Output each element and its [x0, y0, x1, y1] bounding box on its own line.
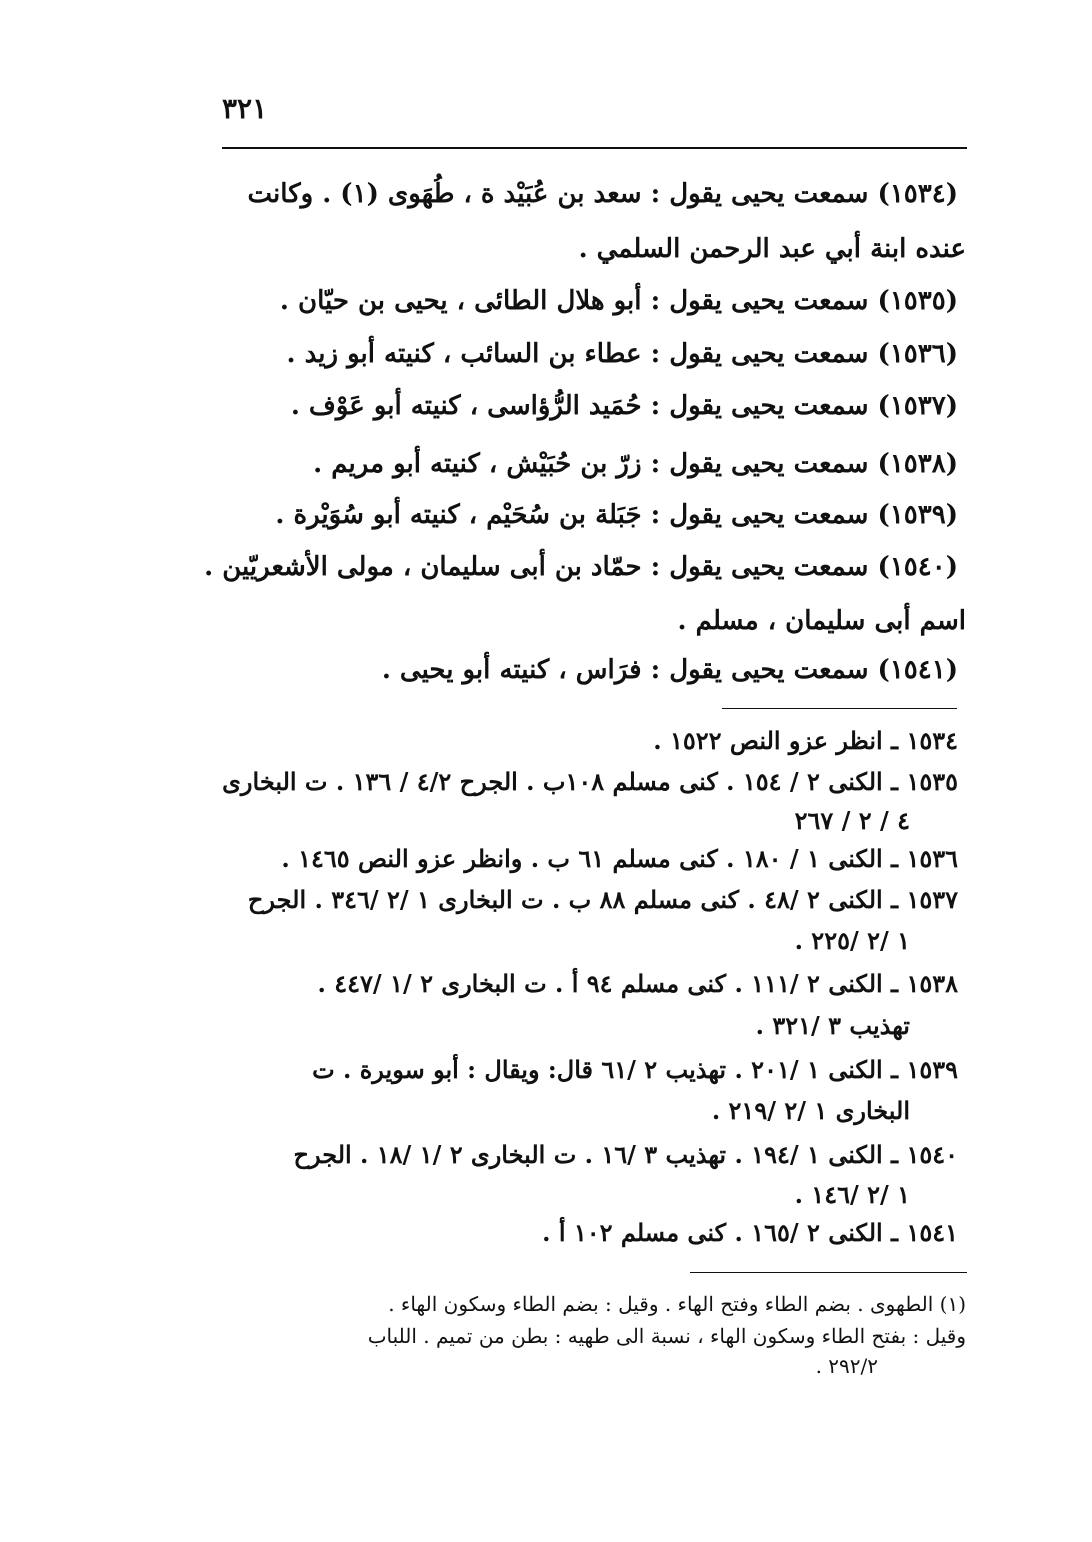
note-1541: ١٥٤١ ـ الكنى ٢ /١٦٥ . كنى مسلم ١٠٢ أ .	[542, 1218, 958, 1247]
note-1534: ١٥٣٤ ـ انظر عزو النص ١٥٢٢ .	[653, 726, 958, 755]
notes-rule	[722, 708, 957, 709]
entry-1536: (١٥٣٦) سمعت يحيى يقول : عطاء بن السائب ، كنيته أبو زيد .	[286, 339, 958, 369]
entry-1539: (١٥٣٩) سمعت يحيى يقول : جَبَلة بن سُحَيْم ، كنيته أبو سُوَيْرة .	[275, 500, 958, 530]
entry-1540-line-1: (١٥٤٠) سمعت يحيى يقول : حمّاد بن أبى سليمان ، مولى الأشعريّين .	[204, 552, 958, 582]
header-rule	[222, 147, 967, 149]
note-1535-line-2: ٤ / ٢ / ٢٦٧	[794, 806, 910, 835]
entry-1535: (١٥٣٥) سمعت يحيى يقول : أبو هلال الطائى ، يحيى بن حيّان .	[279, 286, 958, 316]
entry-1540-line-2: اسم أبى سليمان ، مسلم .	[677, 606, 966, 636]
page-number: ٣٢١	[222, 92, 268, 125]
entry-1541: (١٥٤١) سمعت يحيى يقول : فرَاس ، كنيته أبو يحيى .	[381, 655, 958, 685]
entry-1537: (١٥٣٧) سمعت يحيى يقول : حُمَيد الرُّؤاسى ، كنيته أبو عَوْف .	[290, 391, 958, 421]
footnote-rule	[690, 1272, 967, 1273]
footnote-line-3: ٢٩٢/٢ .	[815, 1354, 878, 1378]
note-1537-line-2: ١ /٢ /٢٢٥ .	[794, 926, 910, 955]
note-1540-line-2: ١ /٢ /١٤٦ .	[794, 1180, 910, 1209]
footnote-line-1: (١) الطهوى . بضم الطاء وفتح الهاء . وقيل : بضم الطاء وسكون الهاء .	[388, 1292, 966, 1316]
note-1538-line-2: تهذيب ٣ /٣٢١ .	[755, 1011, 910, 1040]
note-1540-line-1: ١٥٤٠ ـ الكنى ١ /١٩٤ . تهذيب ٣ /١٦ . ت البخارى ٢ /١ /١٨ . الجرح	[293, 1140, 958, 1169]
entry-1534-line-1: (١٥٣٤) سمعت يحيى يقول : سعد بن عُبَيْد ة ، طُهَوى (١) . وكانت	[247, 179, 958, 209]
footnote-line-2: وقيل : بفتح الطاء وسكون الهاء ، نسبة الى طهيه : بطن من تميم . اللباب	[367, 1324, 966, 1348]
note-1538-line-1: ١٥٣٨ ـ الكنى ٢ /١١١ . كنى مسلم ٩٤ أ . ت البخارى ٢ /١ /٤٤٧ .	[317, 969, 958, 998]
note-1539-line-2: البخارى ١ /٢ /٢١٩ .	[711, 1096, 910, 1125]
entry-1534-line-2: عنده ابنة أبي عبد الرحمن السلمي .	[578, 234, 966, 264]
note-1539-line-1: ١٥٣٩ ـ الكنى ١ /٢٠١ . تهذيب ٢ /٦١ قال: ويقال : أبو سويرة . ت	[312, 1055, 958, 1084]
entry-1538: (١٥٣٨) سمعت يحيى يقول : زرّ بن حُبَيْش ، كنيته أبو مريم .	[313, 449, 958, 479]
note-1535-line-1: ١٥٣٥ ـ الكنى ٢ / ١٥٤ . كنى مسلم ١٠٨ب . الجرح ٤/٢ / ١٣٦ . ت البخارى	[222, 767, 958, 796]
note-1536: ١٥٣٦ ـ الكنى ١ / ١٨٠ . كنى مسلم ٦١ ب . وانظر عزو النص ١٤٦٥ .	[281, 844, 958, 873]
note-1537-line-1: ١٥٣٧ ـ الكنى ٢ /٤٨ . كنى مسلم ٨٨ ب . ت البخارى ١ /٢ /٣٤٦ . الجرح	[247, 885, 958, 914]
